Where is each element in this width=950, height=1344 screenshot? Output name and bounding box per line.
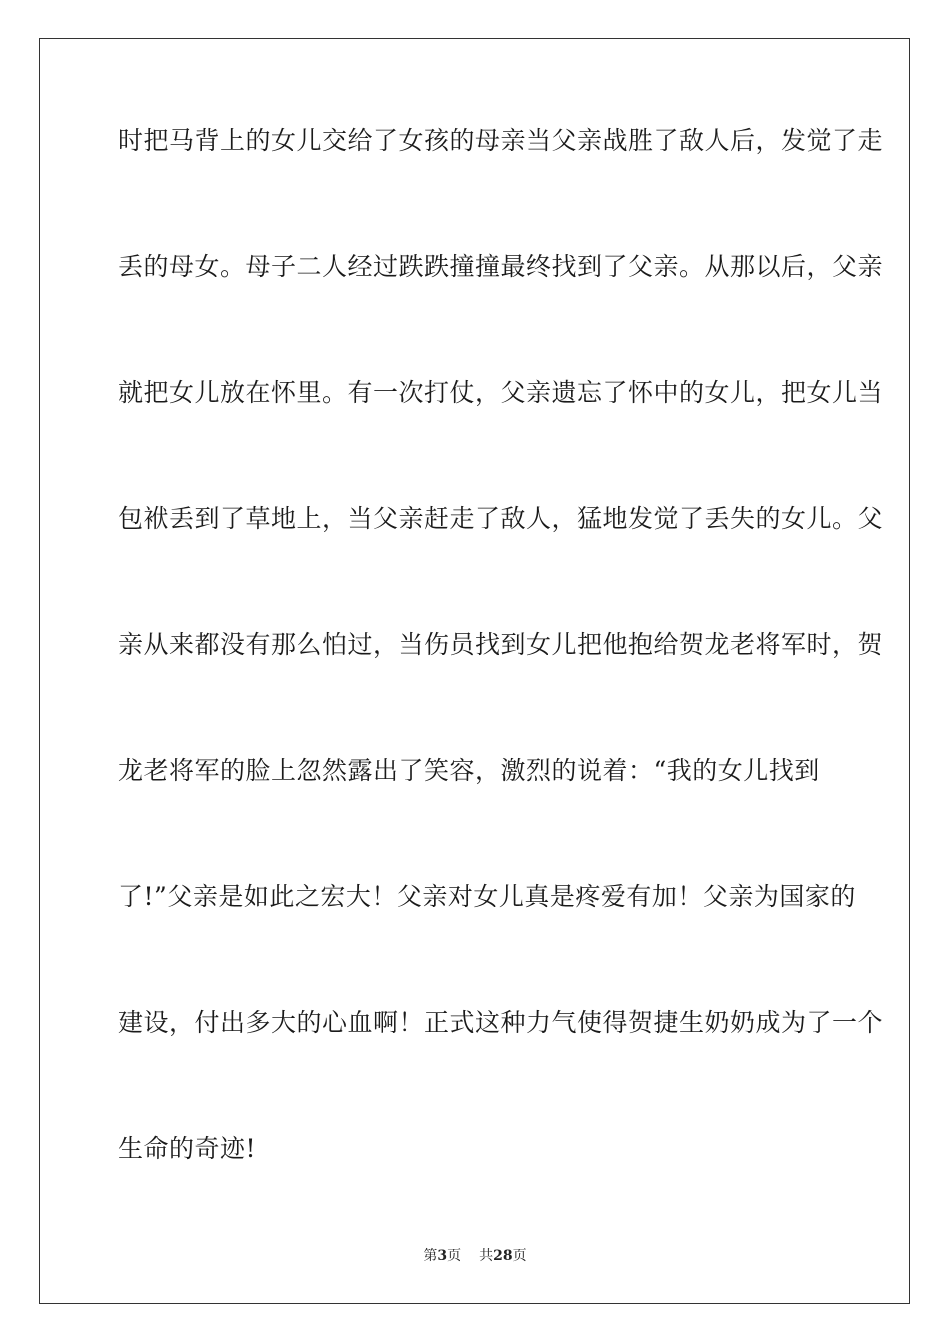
total-pages: 28 — [493, 1248, 513, 1264]
text-line: 亲从来都没有那么怕过，当伤员找到女儿把他抱给贺龙老将军时，贺 — [118, 630, 884, 659]
text-line: 时把马背上的女儿交给了女孩的母亲当父亲战胜了敌人后，发觉了走 — [118, 126, 884, 155]
text-line: 就把女儿放在怀里。有一次打仗，父亲遗忘了怀中的女儿，把女儿当 — [118, 378, 884, 407]
page-prefix: 第 — [423, 1248, 438, 1264]
text-line: 建设，付出多大的心血啊！正式这种力气使得贺捷生奶奶成为了一个 — [118, 1008, 884, 1037]
text-line: 了!”父亲是如此之宏大！父亲对女儿真是疼爱有加！父亲为国家的 — [118, 882, 856, 911]
total-prefix: 共 — [479, 1248, 494, 1264]
text-line: 包袱丢到了草地上，当父亲赶走了敌人，猛地发觉了丢失的女儿。父 — [118, 504, 884, 533]
page-footer — [0, 1247, 950, 1265]
text-line: 丢的母女。母子二人经过跌跌撞撞最终找到了父亲。从那以后，父亲 — [118, 252, 884, 281]
text-line: 龙老将军的脸上忽然露出了笑容，激烈的说着：“我的女儿找到 — [118, 756, 820, 785]
page-number: 3 — [437, 1248, 448, 1264]
page-suffix: 页 — [447, 1248, 462, 1264]
page-border — [39, 38, 910, 1304]
text-line: 生命的奇迹! — [118, 1134, 257, 1163]
total-suffix: 页 — [512, 1248, 527, 1264]
